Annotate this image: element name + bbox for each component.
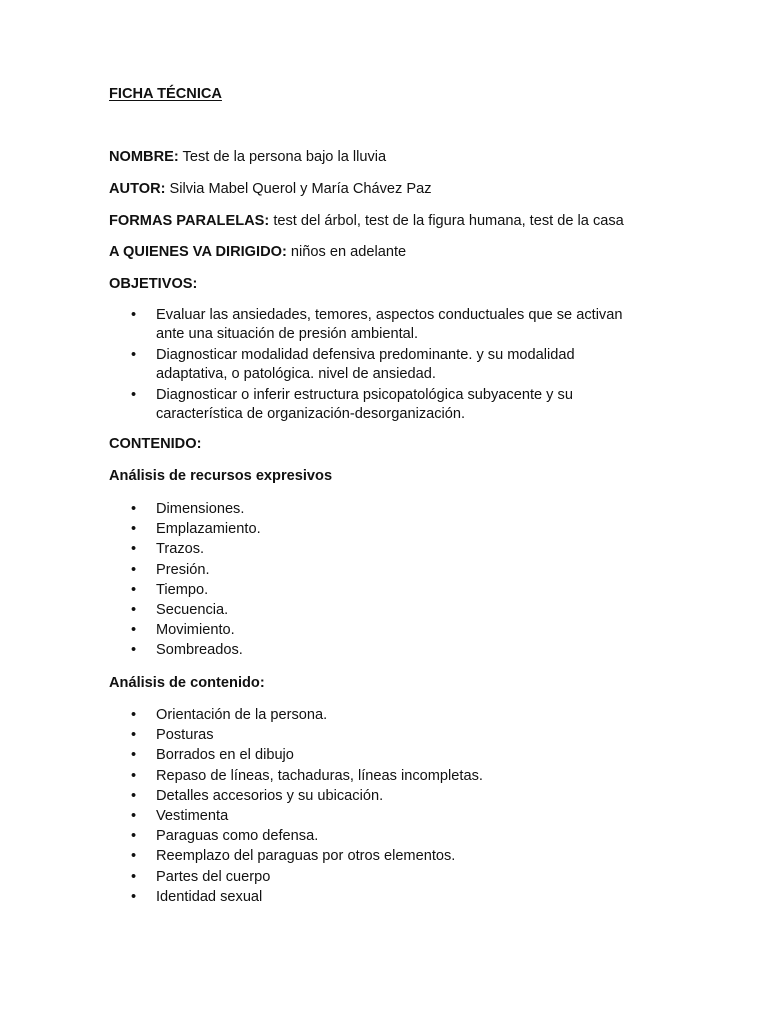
- document-title: FICHA TÉCNICA: [109, 86, 222, 102]
- list-item-text: Diagnosticar modalidad defensiva predominante. y su modalidad: [156, 346, 575, 363]
- list-item: • Reemplazo del paraguas por otros elementos.: [109, 846, 483, 866]
- field-autor: [109, 179, 432, 199]
- objetivos-list: [109, 306, 622, 425]
- field-autor-label: AUTOR:: [109, 181, 166, 197]
- recursos-list: [109, 499, 261, 661]
- list-item: • Identidad sexual: [109, 887, 483, 907]
- analisis-heading: Análisis de contenido:: [109, 675, 265, 691]
- list-item: • Dimensiones.: [109, 499, 261, 519]
- list-item: • Partes del cuerpo: [109, 867, 483, 887]
- recursos-heading: Análisis de recursos expresivos: [109, 468, 333, 484]
- list-item-text: adaptativa, o patológica. nivel de ansiedad.: [156, 366, 436, 383]
- list-item: • Presión.: [109, 560, 261, 580]
- list-item: • Posturas: [109, 725, 483, 745]
- field-nombre-label: NOMBRE:: [109, 149, 179, 165]
- list-item: [109, 306, 622, 345]
- list-item: • Emplazamiento.: [109, 519, 261, 539]
- list-item: [109, 386, 622, 425]
- list-item: [109, 346, 622, 385]
- list-item: • Movimiento.: [109, 620, 261, 640]
- list-item: • Sombreados.: [109, 640, 261, 660]
- list-item-text: ante una situación de presión ambiental.: [156, 326, 419, 343]
- list-item: • Detalles accesorios y su ubicación.: [109, 786, 483, 806]
- field-dirigido: [109, 242, 406, 262]
- list-item: • Tiempo.: [109, 580, 261, 600]
- list-item-text: Diagnosticar o inferir estructura psicopatológica subyacente y su: [156, 386, 573, 403]
- field-autor-value: Silvia Mabel Querol y María Chávez Paz: [165, 181, 432, 197]
- list-item: • Orientación de la persona.: [109, 705, 483, 725]
- field-formas-label: FORMAS PARALELAS:: [109, 213, 270, 229]
- field-dirigido-label: A QUIENES VA DIRIGIDO:: [109, 244, 287, 260]
- field-formas-paralelas: [109, 211, 624, 231]
- field-nombre-value: Test de la persona bajo la lluvia: [178, 149, 387, 165]
- list-item-text: Evaluar las ansiedades, temores, aspectos conductuales que se activan: [156, 307, 623, 323]
- list-item-text: característica de organización-desorganización.: [156, 406, 466, 423]
- objetivos-heading: OBJETIVOS:: [109, 276, 198, 292]
- list-item: • Repaso de líneas, tachaduras, líneas incompletas.: [109, 766, 483, 786]
- field-formas-value: test del árbol, test de la figura humana, test de la casa: [269, 213, 624, 229]
- list-item: • Vestimenta: [109, 806, 483, 826]
- analisis-list: [109, 705, 483, 907]
- field-nombre: [109, 147, 386, 167]
- list-item: • Paraguas como defensa.: [109, 826, 483, 846]
- list-item: • Borrados en el dibujo: [109, 745, 483, 765]
- list-item: • Secuencia.: [109, 600, 261, 620]
- field-dirigido-value: niños en adelante: [286, 244, 407, 260]
- contenido-heading: CONTENIDO:: [109, 436, 202, 452]
- list-item: • Trazos.: [109, 539, 261, 559]
